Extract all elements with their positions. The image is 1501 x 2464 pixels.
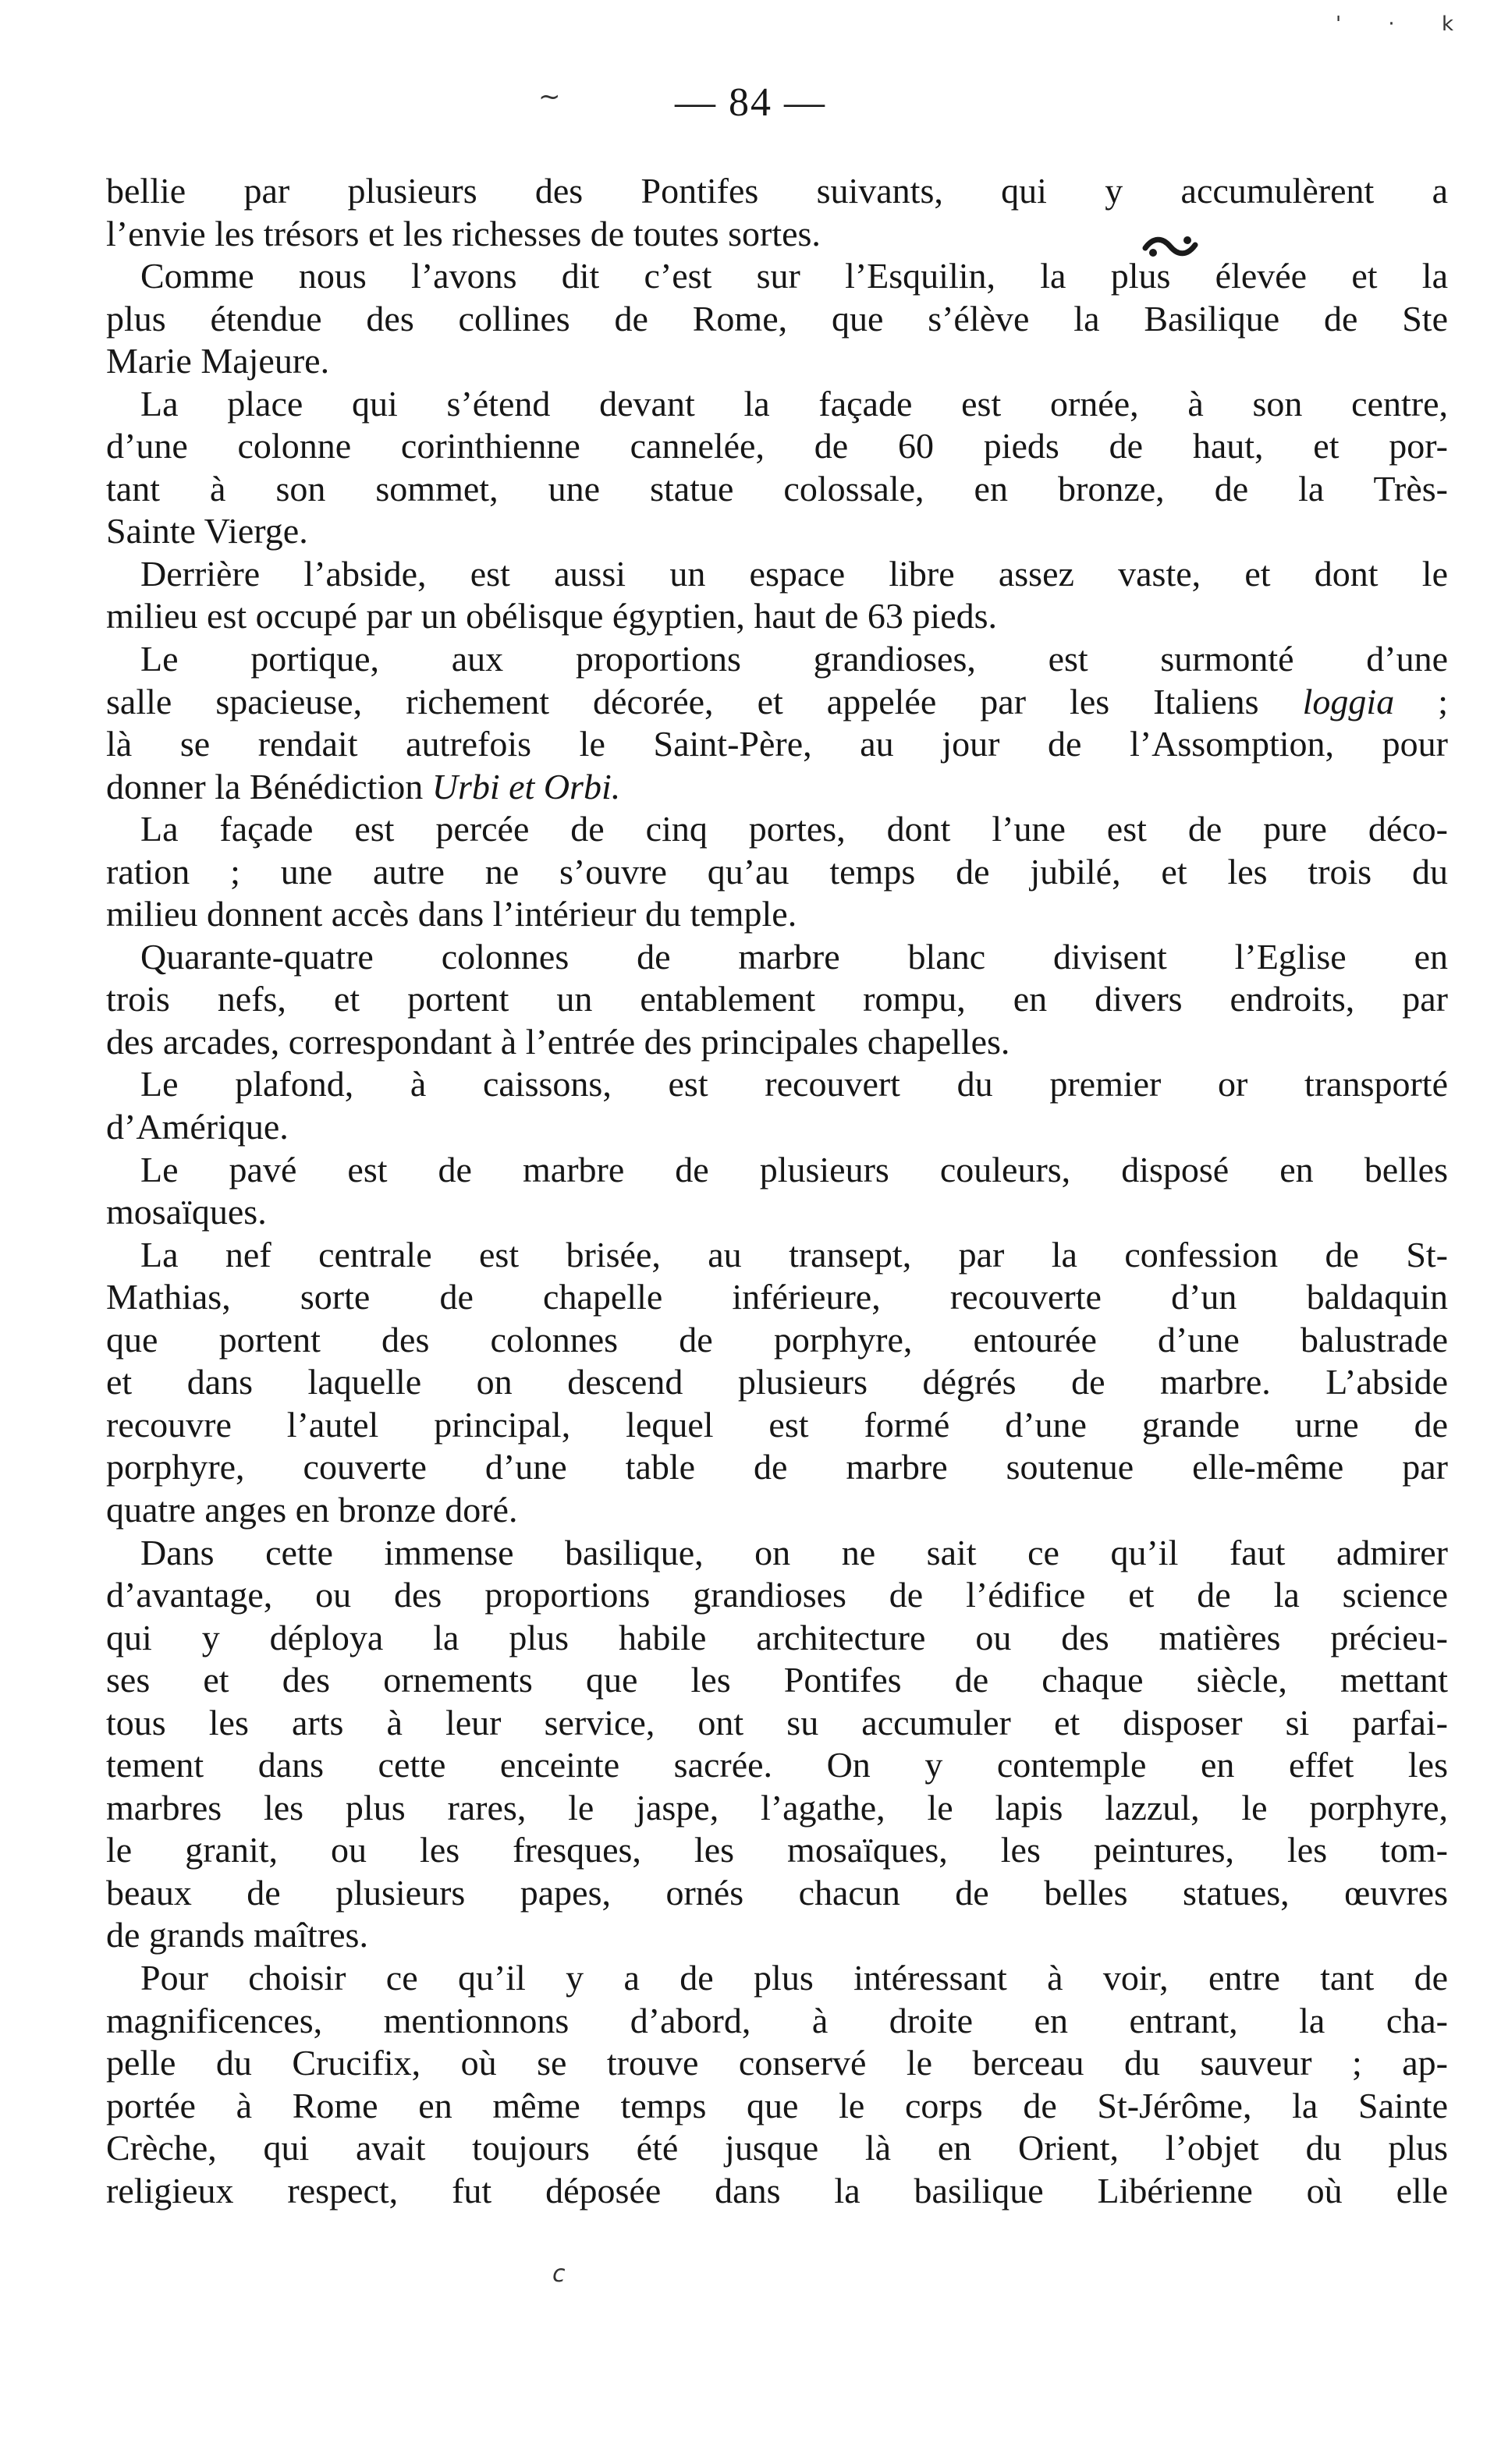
text-line: religieux respect, fut déposée dans la basilique Libérienne où elle [106, 2170, 1448, 2211]
italic-term: loggia [1302, 681, 1395, 721]
text-line: le granit, ou les fresques, les mosaïques, les peintures, les tom- [106, 1830, 1448, 1870]
text-line: milieu donnent accès dans l’intérieur du temple. [106, 894, 797, 934]
text-line: trois nefs, et portent un entablement rompu, en divers endroits, par [106, 979, 1448, 1019]
text-line: plus étendue des collines de Rome, que s’élève la Basilique de Ste [106, 298, 1448, 339]
text-line: là se rendait autrefois le Saint-Père, au jour de l’Assomption, pour [106, 724, 1448, 764]
text-line: qui y déploya la plus habile architecture ou des matières précieu- [106, 1617, 1448, 1657]
text-line: de grands maîtres. [106, 1915, 368, 1955]
text-line: quatre anges en bronze doré. [106, 1489, 518, 1530]
text-line: La place qui s’étend devant la façade est ornée, à son centre, [140, 383, 1448, 424]
text-line: Le pavé est de marbre de plusieurs couleurs, disposé en belles [140, 1149, 1448, 1189]
text-line: pelle du Crucifix, où se trouve conservé le berceau du sauveur ; ap- [106, 2043, 1448, 2083]
text-line: bellie par plusieurs des Pontifes suivants, qui y accumulèrent a [106, 171, 1448, 211]
page-number: — 84 — [675, 80, 826, 125]
text-span: donner la Bénédiction [106, 766, 424, 807]
text-line: tous les arts à leur service, ont su accumuler et disposer si parfai- [106, 1702, 1448, 1743]
text-line: Le portique, aux proportions grandioses, est surmonté d’une [140, 639, 1448, 679]
text-line: d’avantage, ou des proportions grandioses de l’édifice et de la science [106, 1575, 1448, 1615]
text-line: La nef centrale est brisée, au transept, par la confession de St- [140, 1234, 1448, 1275]
text-line: Dans cette immense basilique, on ne sait ce qu’il faut admirer [140, 1532, 1448, 1572]
text-line: tement dans cette enceinte sacrée. On y contemple en effet les [106, 1745, 1448, 1785]
text-line: Quarante-quatre colonnes de marbre blanc divisent l’Eglise en [140, 936, 1448, 977]
text-line: Mathias, sorte de chapelle inférieure, recouverte d’un baldaquin [106, 1277, 1448, 1317]
text-line: Sainte Vierge. [106, 511, 308, 551]
text-line [106, 766, 1448, 809]
text-line: Marie Majeure. [106, 341, 330, 381]
text-line: porphyre, couverte d’une table de marbre soutenue elle-même par [106, 1447, 1448, 1487]
text-line: d’une colonne corinthienne cannelée, de 60 pieds de haut, et por- [106, 426, 1448, 466]
text-line: recouvre l’autel principal, lequel est formé d’une grande urne de [106, 1404, 1448, 1445]
text-line: milieu est occupé par un obélisque égyptien, haut de 63 pieds. [106, 596, 998, 636]
text-line [106, 681, 1448, 724]
text-line: ses et des ornements que les Pontifes de chaque siècle, mettant [106, 1660, 1448, 1700]
text-line: portée à Rome en même temps que le corps de St-Jérôme, la Sainte [106, 2085, 1448, 2125]
text-line: que portent des colonnes de porphyre, entourée d’une balustrade [106, 1319, 1448, 1360]
text-line: des arcades, correspondant à l’entrée des principales chapelles. [106, 1021, 1010, 1062]
italic-term: Urbi et Orbi. [431, 766, 621, 807]
margin-specks: ' · k [1336, 12, 1474, 36]
text-line: magnificences, mentionnons d’abord, à droite en entrant, la cha- [106, 2000, 1448, 2040]
text-line: beaux de plusieurs papes, ornés chacun de belles statues, œuvres [106, 1872, 1448, 1913]
text-span: salle spacieuse, richement décorée, et appelée par les Italiens [106, 681, 1259, 721]
text-line: Crèche, qui avait toujours été jusque là en Orient, l’objet du plus [106, 2128, 1448, 2168]
text-line: Comme nous l’avons dit c’est sur l’Esquilin, la plus élevée et la [140, 256, 1448, 296]
text-line: La façade est percée de cinq portes, dont l’une est de pure déco- [140, 809, 1448, 849]
stray-mark-bottom: c [552, 2260, 566, 2288]
text-line: tant à son sommet, une statue colossale, en bronze, de la Très- [106, 468, 1448, 509]
stray-mark-top: ~ [538, 81, 561, 112]
text-line: et dans laquelle on descend plusieurs dégrés de marbre. L’abside [106, 1362, 1448, 1402]
text-line: Pour choisir ce qu’il y a de plus intéressant à voir, entre tant de [140, 1957, 1448, 1998]
text-line: l’envie les trésors et les richesses de toutes sortes. [106, 213, 821, 253]
text-line: mosaïques. [106, 1192, 267, 1232]
text-line: ration ; une autre ne s’ouvre qu’au temps de jubilé, et les trois du [106, 851, 1448, 892]
text-span: ; [1438, 681, 1448, 721]
text-line: marbres les plus rares, le jaspe, l’agathe, le lapis lazzul, le porphyre, [106, 1787, 1448, 1828]
text-line: Le plafond, à caissons, est recouvert du premier or transporté [140, 1064, 1448, 1104]
text-line: Derrière l’abside, est aussi un espace libre assez vaste, et dont le [140, 553, 1448, 594]
body-text [106, 170, 1448, 2212]
text-line: d’Amérique. [106, 1107, 289, 1147]
